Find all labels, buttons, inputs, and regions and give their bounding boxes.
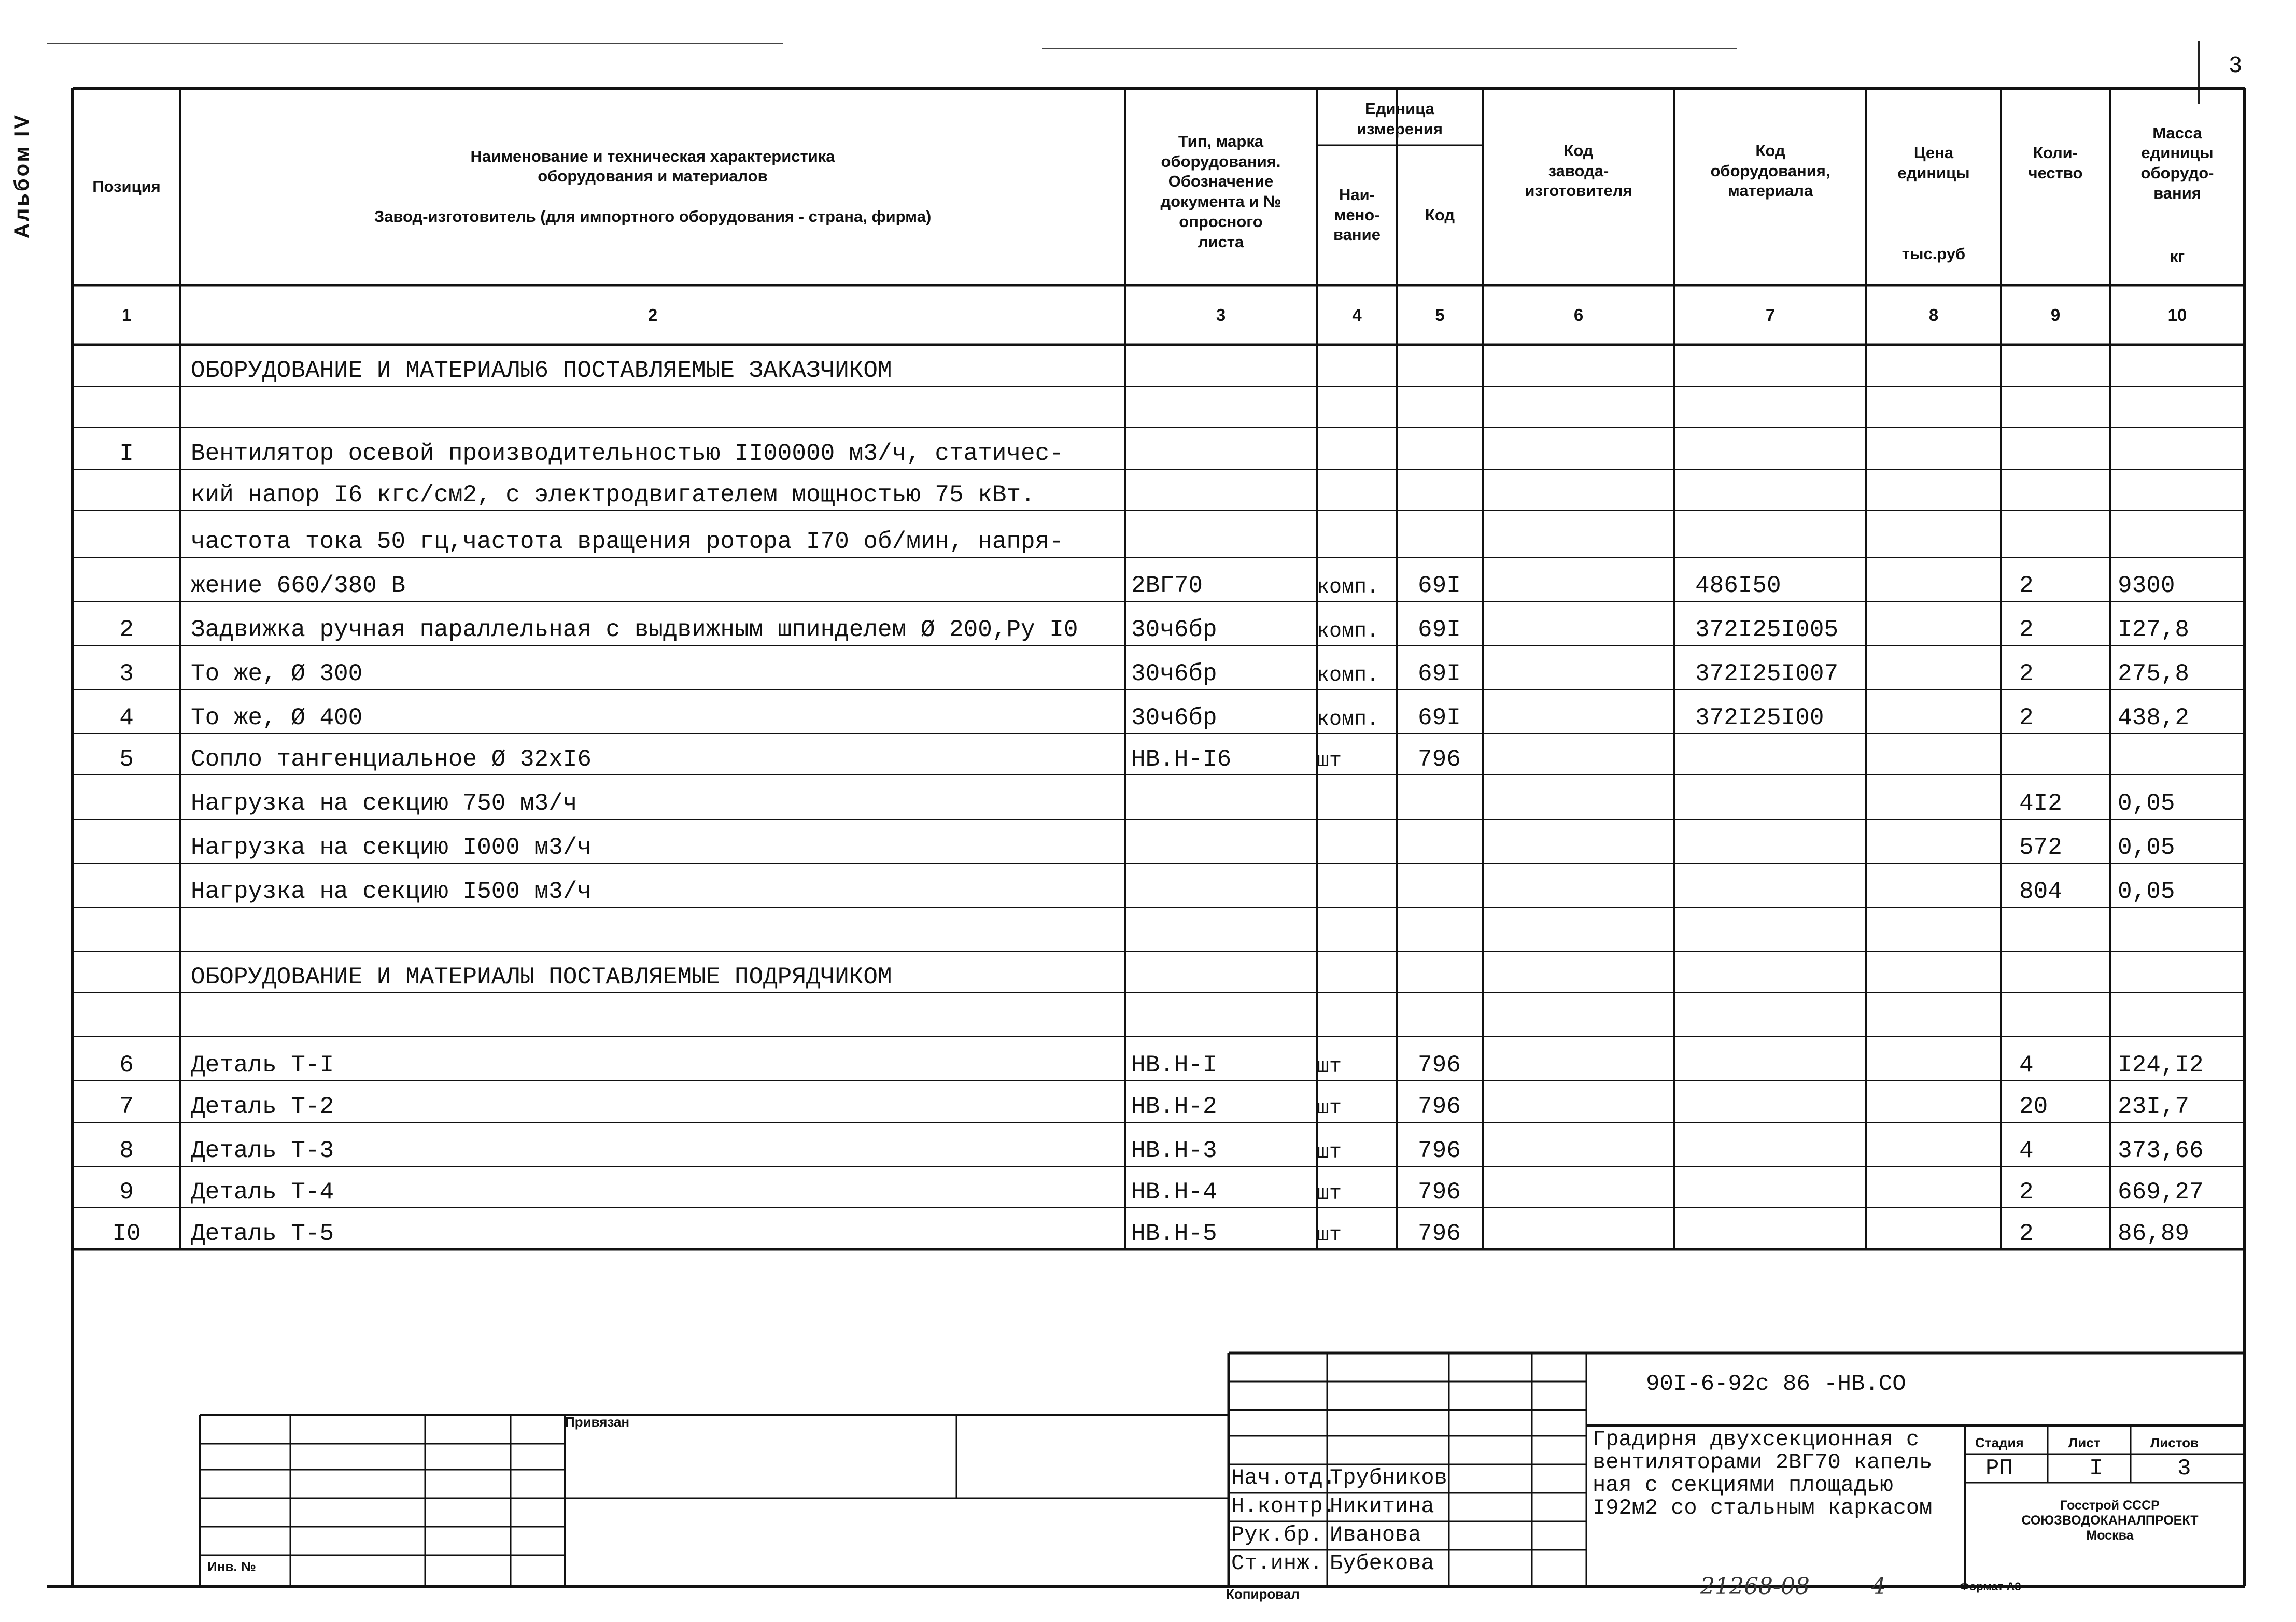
cell-name: То же, Ø 400 xyxy=(191,704,363,731)
cell-name xyxy=(180,386,1125,428)
cell-qty xyxy=(2001,907,2110,951)
cell-type xyxy=(1125,345,1317,386)
cell-position: 2 xyxy=(119,616,134,643)
cell-type xyxy=(1125,819,1317,863)
cell-name: ОБОРУДОВАНИЕ И МАТЕРИАЛЫ6 ПОСТАВЛЯЕМЫЕ ЗАКАЗЧИКОМ xyxy=(191,357,892,384)
cell-name: То же, Ø 300 xyxy=(191,660,363,687)
cell-qty: 2 xyxy=(2019,1179,2034,1206)
cell-qty: 4I2 xyxy=(2019,790,2062,817)
cell-type xyxy=(1125,951,1317,993)
column-number: 10 xyxy=(2167,305,2187,325)
column-number: 8 xyxy=(1928,305,1939,325)
cell-equip-code: 372I25I00 xyxy=(1695,704,1824,731)
cell-equip-code xyxy=(1674,775,1866,819)
signature-name: Никитина xyxy=(1330,1494,1434,1519)
cell-name: Сопло тангенциальное Ø 32xI6 xyxy=(191,746,591,773)
stage-label: Стадия xyxy=(1975,1435,2024,1450)
cell-position xyxy=(73,951,180,993)
cell-name: Деталь Т-4 xyxy=(191,1179,334,1206)
cell-type xyxy=(1125,386,1317,428)
cell-equip-code xyxy=(1674,863,1866,907)
signature-role: Рук.бр. xyxy=(1231,1522,1323,1547)
cell-name: жение 660/380 В xyxy=(191,572,406,599)
cell-unit-code: 796 xyxy=(1418,1093,1461,1120)
bottom-number: 21268-08 xyxy=(1700,1573,1810,1600)
cell-qty xyxy=(2001,993,2110,1037)
header-price-unit: тыс.руб xyxy=(1901,244,1966,263)
cell-qty xyxy=(2001,951,2110,993)
album-label: Альбом IV xyxy=(10,113,33,238)
cell-unit-code: 796 xyxy=(1418,1179,1461,1206)
cell-type: 2ВГ70 xyxy=(1131,572,1203,599)
column-number: 3 xyxy=(1216,305,1226,325)
cell-mass: 438,2 xyxy=(2118,704,2190,731)
cell-qty: 804 xyxy=(2019,878,2062,905)
header-unit-group: Единица измерения xyxy=(1357,100,1443,138)
cell-mass: 0,05 xyxy=(2118,834,2175,861)
cell-name: Вентилятор осевой производительностью II00000 м3/ч, статичес- xyxy=(191,440,1064,467)
cell-equip-code: 486I50 xyxy=(1695,572,1781,599)
cell-name: Деталь Т-5 xyxy=(191,1220,334,1247)
cell-unit-code xyxy=(1397,819,1483,863)
cell-equip-code xyxy=(1674,907,1866,951)
cell-name: Нагрузка на секцию 750 м3/ч xyxy=(191,790,577,817)
cell-name xyxy=(180,907,1125,951)
header-mass-unit: кг xyxy=(2170,247,2185,265)
copied-label: Копировал xyxy=(1226,1586,1300,1602)
cell-qty: 2 xyxy=(2019,572,2034,599)
cell-name xyxy=(180,993,1125,1037)
cell-unit: шт xyxy=(1317,1224,1342,1247)
cell-position xyxy=(73,469,180,511)
cell-mass: 275,8 xyxy=(2118,660,2190,687)
cell-mass xyxy=(2110,993,2245,1037)
cell-type xyxy=(1125,863,1317,907)
cell-name: Деталь Т-2 xyxy=(191,1093,334,1120)
cell-position xyxy=(73,557,180,601)
drawing-title: Градирня двухсекционная с вентиляторами 2ВГ70 капель ная с секциями площадью I92м2 со стальным каркасом xyxy=(1593,1427,1933,1521)
cell-unit: шт xyxy=(1317,1097,1342,1120)
header-maker-code: Код завода- изготовителя xyxy=(1525,141,1632,200)
header-name: Наименование и техническая характеристика оборудования и материалов Завод-изготовитель (для импортного оборудования - страна, фирма) xyxy=(374,147,932,225)
cell-unit xyxy=(1317,907,1397,951)
cell-name: Нагрузка на секцию I000 м3/ч xyxy=(191,834,591,861)
cell-name: ОБОРУДОВАНИЕ И МАТЕРИАЛЫ ПОСТАВЛЯЕМЫЕ ПОДРЯДЧИКОМ xyxy=(191,964,892,991)
cell-mass xyxy=(2110,345,2245,386)
header-unit-name: Наи- мено- вание xyxy=(1333,185,1381,244)
cell-equip-code: 372I25I005 xyxy=(1695,616,1839,643)
cell-mass xyxy=(2110,734,2245,775)
header-position: Позиция xyxy=(92,177,161,195)
column-number: 1 xyxy=(121,305,132,325)
cell-unit-code xyxy=(1397,386,1483,428)
cell-mass: 9300 xyxy=(2118,572,2175,599)
cell-qty: 2 xyxy=(2019,1220,2034,1247)
cell-name: частота тока 50 гц,частота вращения ротора I70 об/мин, напря- xyxy=(191,528,1064,555)
cell-qty xyxy=(2001,428,2110,469)
column-number: 7 xyxy=(1765,305,1776,325)
cell-unit-code: 796 xyxy=(1418,746,1461,773)
cell-unit xyxy=(1317,775,1397,819)
stage-value: РП xyxy=(1985,1456,2013,1482)
sheet-number: 3 xyxy=(2229,52,2242,77)
header-equip-code: Код оборудования, материала xyxy=(1710,141,1830,200)
cell-mass: 86,89 xyxy=(2118,1220,2190,1247)
cell-unit-code: 69I xyxy=(1418,616,1461,643)
cell-unit-code: 69I xyxy=(1418,704,1461,731)
column-number: 5 xyxy=(1435,305,1445,325)
cell-unit: комп. xyxy=(1317,664,1379,687)
cell-unit-code xyxy=(1397,907,1483,951)
sheets-value: 3 xyxy=(2177,1456,2191,1482)
cell-type: НВ.Н-I6 xyxy=(1131,746,1232,773)
cell-mass: 0,05 xyxy=(2118,878,2175,905)
cell-unit: шт xyxy=(1317,1055,1342,1079)
column-number: 9 xyxy=(2050,305,2061,325)
format-label: Формат А3 xyxy=(1960,1580,2021,1593)
cell-unit xyxy=(1317,428,1397,469)
cell-qty: 2 xyxy=(2019,704,2034,731)
cell-equip-code: 372I25I007 xyxy=(1695,660,1839,687)
cell-qty xyxy=(2001,734,2110,775)
cell-mass: 669,27 xyxy=(2118,1179,2204,1206)
bottom-number-2: 4 xyxy=(1871,1573,1886,1600)
cell-type: НВ.Н-3 xyxy=(1131,1137,1217,1164)
cell-mass: 0,05 xyxy=(2118,790,2175,817)
column-number: 6 xyxy=(1573,305,1584,325)
cell-unit-code xyxy=(1397,469,1483,511)
cell-equip-code xyxy=(1674,1037,1866,1081)
cell-equip-code xyxy=(1674,734,1866,775)
signature-name: Бубекова xyxy=(1330,1551,1434,1576)
cell-mass xyxy=(2110,951,2245,993)
cell-qty xyxy=(2001,469,2110,511)
document-code: 90I-6-92с 86 -НВ.СО xyxy=(1646,1371,1906,1397)
sheets-label: Листов xyxy=(2150,1435,2199,1450)
cell-qty: 4 xyxy=(2019,1137,2034,1164)
cell-unit xyxy=(1317,345,1397,386)
header-unit-code: Код xyxy=(1425,205,1455,224)
cell-position xyxy=(73,775,180,819)
cell-unit-code: 69I xyxy=(1418,572,1461,599)
cell-position: 7 xyxy=(119,1093,134,1120)
cell-mass xyxy=(2110,907,2245,951)
cell-equip-code xyxy=(1674,993,1866,1037)
cell-type: 30ч6бр xyxy=(1131,660,1217,687)
cell-mass xyxy=(2110,428,2245,469)
signature-name: Трубников xyxy=(1330,1465,1447,1490)
cell-type: НВ.Н-5 xyxy=(1131,1220,1217,1247)
cell-equip-code xyxy=(1674,819,1866,863)
linked-label: Привязан xyxy=(565,1414,630,1430)
cell-unit xyxy=(1317,863,1397,907)
cell-name: Деталь Т-I xyxy=(191,1052,334,1079)
cell-unit: шт xyxy=(1317,750,1342,773)
cell-mass: 23I,7 xyxy=(2118,1093,2190,1120)
inventory-label: Инв. № xyxy=(207,1559,256,1574)
cell-type: 30ч6бр xyxy=(1131,616,1217,643)
cell-unit-code xyxy=(1397,428,1483,469)
cell-mass xyxy=(2110,469,2245,511)
cell-unit: комп. xyxy=(1317,620,1379,643)
cell-name: кий напор I6 кгс/см2, с электродвигателем мощностью 75 кВт. xyxy=(191,482,1035,509)
cell-type: НВ.Н-4 xyxy=(1131,1179,1217,1206)
cell-type: НВ.Н-2 xyxy=(1131,1093,1217,1120)
cell-name: Деталь Т-3 xyxy=(191,1137,334,1164)
cell-unit-code xyxy=(1397,345,1483,386)
cell-equip-code xyxy=(1674,386,1866,428)
cell-position xyxy=(73,863,180,907)
cell-type xyxy=(1125,993,1317,1037)
cell-unit-code xyxy=(1397,993,1483,1037)
cell-mass: I27,8 xyxy=(2118,616,2190,643)
cell-equip-code xyxy=(1674,951,1866,993)
cell-type xyxy=(1125,907,1317,951)
signature-role: Нач.отд. xyxy=(1231,1465,1336,1490)
cell-unit xyxy=(1317,511,1397,557)
cell-unit: комп. xyxy=(1317,576,1379,599)
cell-qty: 572 xyxy=(2019,834,2062,861)
sheet-label: Лист xyxy=(2068,1435,2101,1450)
cell-unit-code: 796 xyxy=(1418,1220,1461,1247)
cell-equip-code xyxy=(1674,1166,1866,1208)
cell-qty: 2 xyxy=(2019,660,2034,687)
cell-position: I xyxy=(119,440,134,467)
cell-qty xyxy=(2001,511,2110,557)
cell-position: I0 xyxy=(112,1220,141,1247)
cell-mass: I24,I2 xyxy=(2118,1052,2204,1079)
cell-qty xyxy=(2001,386,2110,428)
cell-type xyxy=(1125,428,1317,469)
cell-qty: 20 xyxy=(2019,1093,2048,1120)
cell-position: 4 xyxy=(119,704,134,731)
signature-role: Н.контр. xyxy=(1231,1494,1336,1519)
cell-equip-code xyxy=(1674,469,1866,511)
cell-name: Задвижка ручная параллельная с выдвижным шпинделем Ø 200,Ру I0 xyxy=(191,616,1078,643)
sheet-value: I xyxy=(2089,1456,2103,1482)
cell-mass: 373,66 xyxy=(2118,1137,2204,1164)
column-number: 2 xyxy=(647,305,658,325)
cell-type: НВ.Н-I xyxy=(1131,1052,1217,1079)
cell-equip-code xyxy=(1674,1081,1866,1122)
cell-unit-code: 796 xyxy=(1418,1137,1461,1164)
cell-type xyxy=(1125,775,1317,819)
cell-equip-code xyxy=(1674,1208,1866,1249)
cell-unit xyxy=(1317,469,1397,511)
header-price: Цена единицы xyxy=(1897,144,1970,182)
signature-role: Ст.инж. xyxy=(1231,1551,1323,1576)
cell-position xyxy=(73,907,180,951)
cell-unit: шт xyxy=(1317,1141,1342,1164)
organization: Госстрой СССР СОЮЗВОДОКАНАЛПРОЕКТ Москва xyxy=(2021,1498,2199,1543)
column-number: 4 xyxy=(1352,305,1362,325)
cell-unit-code: 796 xyxy=(1418,1052,1461,1079)
cell-position: 3 xyxy=(119,660,134,687)
cell-type: 30ч6бр xyxy=(1131,704,1217,731)
cell-equip-code xyxy=(1674,428,1866,469)
cell-type xyxy=(1125,469,1317,511)
cell-position xyxy=(73,993,180,1037)
cell-unit xyxy=(1317,993,1397,1037)
cell-unit-code: 69I xyxy=(1418,660,1461,687)
cell-mass xyxy=(2110,386,2245,428)
cell-qty xyxy=(2001,345,2110,386)
cell-position: 6 xyxy=(119,1052,134,1079)
cell-unit xyxy=(1317,951,1397,993)
cell-position: 5 xyxy=(119,746,134,773)
cell-unit: шт xyxy=(1317,1182,1342,1206)
cell-position xyxy=(73,511,180,557)
cell-unit-code xyxy=(1397,775,1483,819)
cell-position xyxy=(73,819,180,863)
cell-unit-code xyxy=(1397,863,1483,907)
cell-unit xyxy=(1317,386,1397,428)
cell-unit-code xyxy=(1397,951,1483,993)
cell-equip-code xyxy=(1674,1122,1866,1166)
cell-qty: 4 xyxy=(2019,1052,2034,1079)
cell-equip-code xyxy=(1674,511,1866,557)
signature-name: Иванова xyxy=(1330,1522,1421,1547)
cell-equip-code xyxy=(1674,345,1866,386)
header-mass: Масса единицы оборудо- вания xyxy=(2140,123,2214,202)
cell-unit-code xyxy=(1397,511,1483,557)
cell-unit xyxy=(1317,819,1397,863)
header-type: Тип, марка оборудования. Обозначение документа и № опросного листа xyxy=(1160,132,1281,251)
cell-name: Нагрузка на секцию I500 м3/ч xyxy=(191,878,591,905)
cell-position xyxy=(73,386,180,428)
cell-type xyxy=(1125,511,1317,557)
cell-position xyxy=(73,345,180,386)
cell-mass xyxy=(2110,511,2245,557)
cell-unit: комп. xyxy=(1317,708,1379,731)
cell-position: 8 xyxy=(119,1137,134,1164)
header-qty: Коли- чество xyxy=(2028,144,2083,182)
cell-position: 9 xyxy=(119,1179,134,1206)
cell-qty: 2 xyxy=(2019,616,2034,643)
